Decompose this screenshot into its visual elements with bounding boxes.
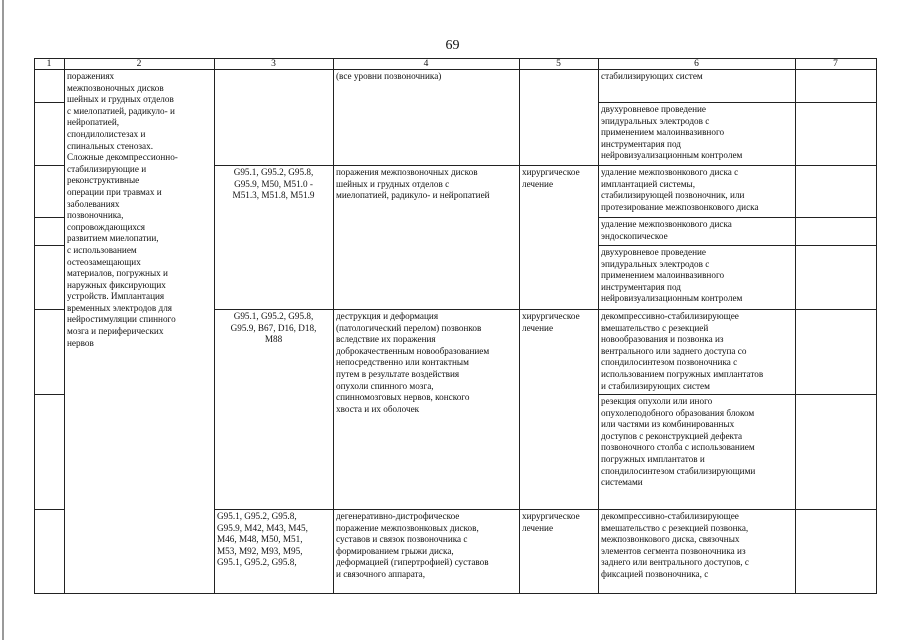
treatment-cell: хирургическое лечение (522, 167, 580, 189)
rule (34, 245, 64, 246)
rule (34, 509, 64, 510)
column-header: 7 (833, 59, 838, 69)
column-header: 5 (556, 59, 561, 69)
method-cell: декомпрессивно-стабилизирующее вмешательство с резекцией новообразования и позвонка из вентрального или заднего доступа со спондилосинтезом позвоночника с использованием погружных имплантатов и стабилизирующих систем (601, 311, 764, 391)
rule (34, 58, 35, 594)
column-header: 2 (136, 59, 142, 69)
rule (34, 102, 64, 103)
method-cell: удаление межпозвонкового диска эндоскопическое (601, 219, 732, 241)
rule (34, 217, 64, 218)
method-cell: стабилизирующих систем (601, 71, 703, 81)
icd-codes-cell: G95.1, G95.2, G95.8, G95.9, M50, M51.0 - M51.3, M51.8, M51.9 (232, 167, 315, 201)
rule (34, 165, 64, 166)
rule (795, 58, 796, 594)
model-cell: дегенеративно-дистрофическое поражение межпозвонковых дисков, суставов и связок позвоночника с формированием грыжи диска, деформацией (гипертрофией) суставов и связочного аппарата, (336, 511, 489, 579)
model-cell: (все уровни позвоночника) (336, 71, 442, 81)
column-header: 1 (46, 59, 52, 69)
rule (34, 394, 64, 395)
page-number: 69 (445, 38, 460, 53)
group-name-cell: поражениях межпозвоночных дисков шейных и грудных отделов с миелопатией, радикуло- и нейропатией, спондилолистезах и спинальных стенозах. Сложные декомпрессионно- стабилизирующие и реконструктивные операции при травмах и заболеваниях позвоночника, сопровождающихся развитием миелопатии, с использованием остеозамещающих материалов, погружных и наружных фиксирующих устройств. Имплантация временных электродов для нейростимуляции спинного мозга и периферических нервов (67, 71, 178, 348)
method-cell: двухуровневое проведение эпидуральных электродов с применением малоинвазивного инструментария под нейровизуализационным контролем (601, 247, 743, 304)
column-header: 6 (694, 59, 699, 69)
method-cell: резекция опухоли или иного опухолеподобного образования блоком или частями из комбинированных доступов с реконструкцией дефекта позвоночного столба с использованием погружных имплантатов и спондилосинтезом стабилизирующими системами (601, 396, 756, 488)
icd-codes-cell: G95.1, G95.2, G95.8, G95.9, M42, M43, M45, M46, M48, M50, M51, M53, M92, M93, M95, G95.1, G95.2, G95.8, (217, 511, 308, 568)
rule (34, 309, 64, 310)
treatment-cell: хирургическое лечение (522, 511, 580, 533)
rule (876, 58, 877, 594)
method-cell: декомпрессивно-стабилизирующее вмешательство с резекцией позвонка, межпозвонкового диска, связочных элементов сегмента позвоночника из заднего или вентрального доступов, с фиксацией позвоночника, с (601, 511, 749, 579)
column-header: 4 (423, 59, 429, 69)
method-cell: удаление межпозвонкового диска с имплантацией системы, стабилизирующей позвоночник, или протезирование межпозвонкового диска (601, 167, 759, 212)
model-cell: деструкция и деформация (патологический перелом) позвонков вследствие их поражения доброкачественным новообразованием непосредственно или контактным путем в результате воздействия опухоли спинного мозга, спинномозговых нервов, конского хвоста и их оболочек (336, 311, 490, 414)
method-cell: двухуровневое проведение эпидуральных электродов с применением малоинвазивного инструментария под нейровизуализационным контролем (601, 104, 743, 161)
rule (34, 593, 876, 594)
model-cell: поражения межпозвоночных дисков шейных и грудных отделов с миелопатией, радикуло- и нейропатией (336, 167, 490, 201)
icd-codes-cell: G95.1, G95.2, G95.8, G95.9, B67, D16, D18, M88 (230, 311, 317, 345)
column-header: 3 (271, 59, 276, 69)
treatment-cell: хирургическое лечение (522, 311, 580, 333)
